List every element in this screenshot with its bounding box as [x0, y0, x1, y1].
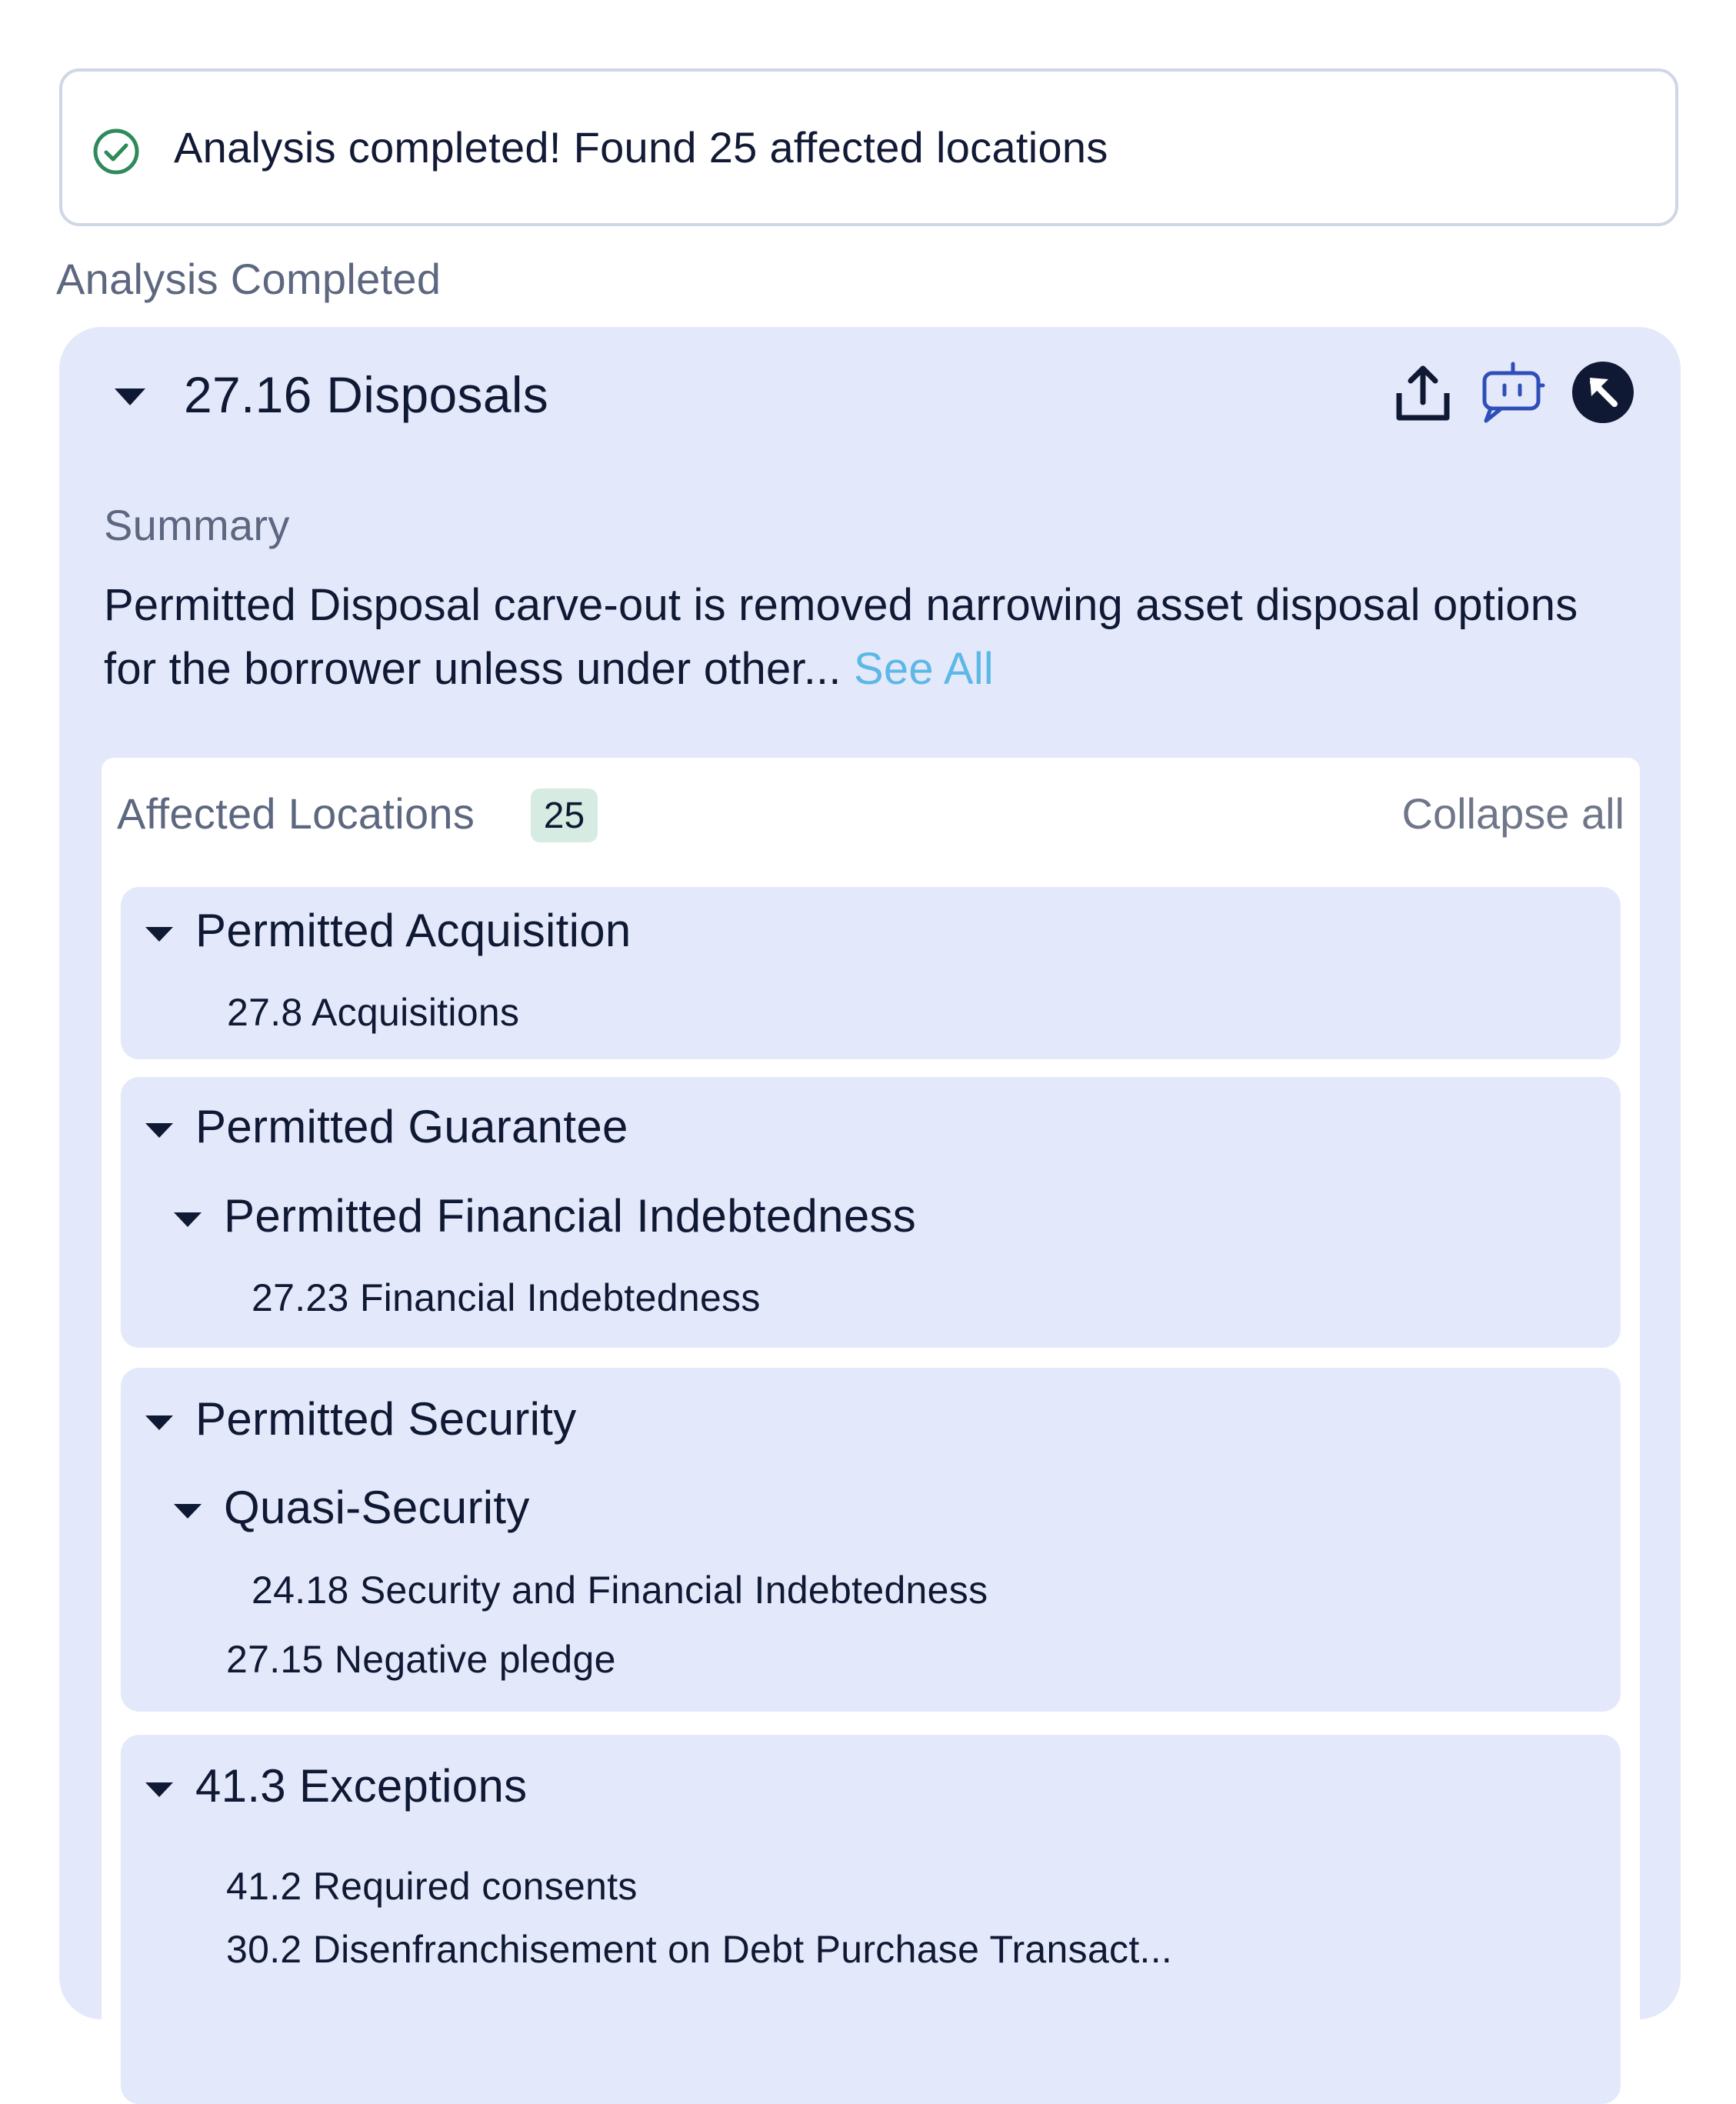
success-toast — [59, 68, 1678, 226]
collapse-all-button[interactable]: Collapse all — [1401, 789, 1624, 838]
card-title: 27.16 Disposals — [184, 366, 549, 423]
location-link[interactable]: 27.8 Acquisitions — [227, 991, 520, 1034]
group-title[interactable]: Permitted Security — [195, 1393, 577, 1445]
subgroup-title[interactable]: Quasi-Security — [224, 1482, 530, 1533]
analysis-status-label: Analysis Completed — [56, 255, 441, 303]
location-group — [121, 1735, 1621, 2104]
share-upload-icon[interactable] — [1390, 359, 1456, 425]
affected-locations-label: Affected Locations — [117, 789, 475, 838]
chevron-down-icon[interactable] — [145, 1782, 173, 1797]
chevron-down-icon[interactable] — [145, 927, 173, 942]
location-link[interactable]: 24.18 Security and Financial Indebtedness — [252, 1569, 988, 1612]
location-link[interactable]: 30.2 Disenfranchisement on Debt Purchase Transact... — [226, 1928, 1173, 1971]
check-circle-icon — [92, 127, 141, 176]
chevron-down-icon[interactable] — [115, 388, 145, 405]
chevron-down-icon[interactable] — [145, 1415, 173, 1430]
chevron-down-icon[interactable] — [174, 1504, 202, 1519]
chevron-down-icon[interactable] — [145, 1123, 173, 1138]
toast-message: Analysis completed! Found 25 affected locations — [174, 123, 1108, 172]
result-card — [59, 327, 1681, 2019]
chat-bot-icon[interactable] — [1480, 359, 1546, 425]
location-group — [121, 1077, 1621, 1348]
see-all-link[interactable]: See All — [854, 644, 994, 694]
summary-text — [104, 573, 1642, 701]
location-link[interactable]: 41.2 Required consents — [226, 1865, 638, 1908]
affected-locations-panel — [102, 758, 1640, 2066]
location-link[interactable]: 27.23 Financial Indebtedness — [252, 1276, 761, 1319]
group-title[interactable]: Permitted Acquisition — [195, 905, 631, 956]
subgroup-title[interactable]: Permitted Financial Indebtedness — [224, 1190, 917, 1242]
summary-label: Summary — [104, 501, 290, 549]
group-title[interactable]: 41.3 Exceptions — [195, 1760, 528, 1812]
navigate-arrow-icon[interactable] — [1570, 359, 1636, 425]
chevron-down-icon[interactable] — [174, 1212, 202, 1227]
group-title[interactable]: Permitted Guarantee — [195, 1101, 628, 1152]
card-header[interactable] — [59, 327, 1681, 465]
summary-body: Permitted Disposal carve-out is removed narrowing asset disposal options for the borrower unless under other... — [104, 580, 1578, 694]
location-link[interactable]: 27.15 Negative pledge — [226, 1638, 616, 1681]
location-group — [121, 887, 1621, 1059]
count-badge: 25 — [531, 789, 598, 842]
location-group — [121, 1368, 1621, 1712]
